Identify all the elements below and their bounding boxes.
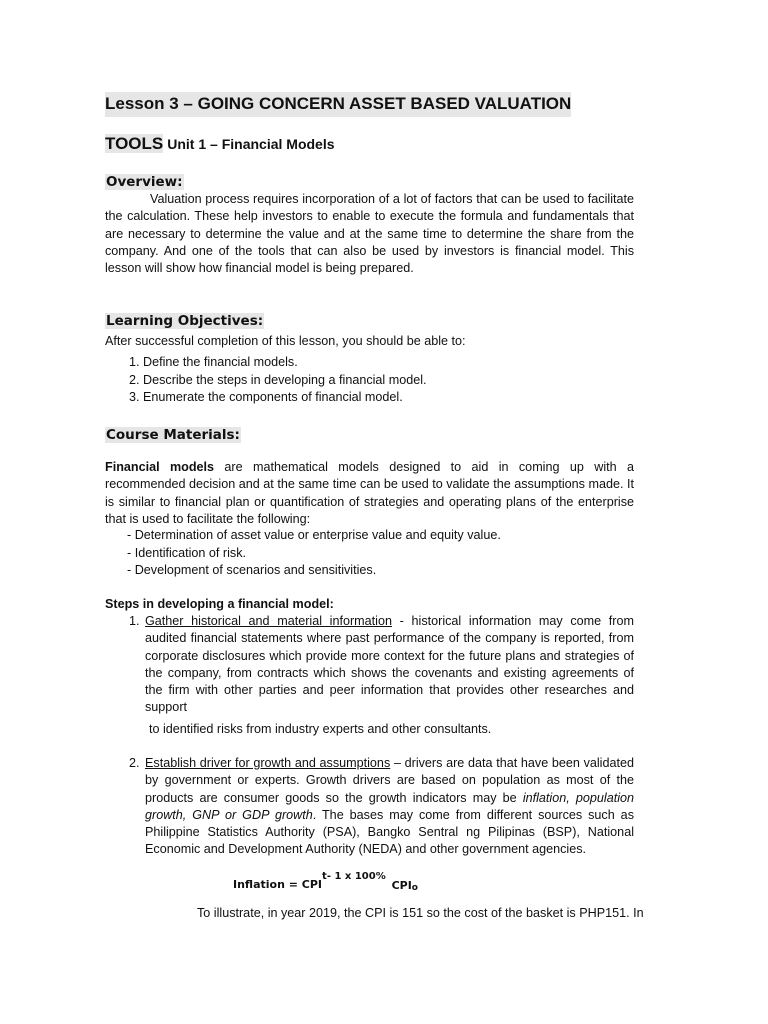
formula-denom: CPI [391, 879, 412, 892]
step2-title: Establish driver for growth and assumptions [145, 756, 391, 770]
step2-text-a: – drivers are data that have been validated by government or experts. Growth drivers are based on population as most of the products are consumer goods so the growth indicators may be [145, 756, 634, 805]
formula-mid: - 1 x 100% [326, 871, 386, 882]
objective-item: 2. Describe the steps in developing a financial model. [129, 373, 427, 387]
overview-heading-wrap [105, 173, 184, 191]
step1-number: 1. [129, 614, 140, 628]
objectives-intro: After successful completion of this lesson, you should be able to: [105, 334, 466, 348]
formula-denom-sub: o [411, 883, 418, 893]
overview-paragraph: Valuation process requires incorporation of a lot of factors that can be used to facilitate the calculation. These help investors to enable to execute the formula and fundamentals that are necessary to determine the value and at the same time to determine the share from the company. And one of the tools that can also be used by investors is financial model. This lesson will show how financial model is being prepared. [105, 192, 634, 276]
step1-extra: to identified risks from industry experts and other consultants. [149, 722, 492, 736]
materials-bullet: - Development of scenarios and sensitivities. [127, 563, 377, 577]
objective-text: Enumerate the components of financial model. [143, 390, 403, 404]
materials-heading-wrap [105, 426, 241, 444]
overview-heading: Overview: [106, 174, 183, 190]
materials-bullet: - Identification of risk. [127, 546, 246, 560]
objectives-heading: Learning Objectives: [106, 313, 264, 329]
formula-sup: t [322, 871, 327, 882]
inflation-formula [233, 871, 418, 893]
steps-heading: Steps in developing a financial model: [105, 597, 334, 611]
objective-item: 1. Define the financial models. [129, 355, 298, 369]
tools-label: TOOLS [105, 134, 164, 153]
objective-text: Define the financial models. [143, 355, 298, 369]
materials-bullet: - Determination of asset value or enterprise value and equity value. [127, 528, 501, 542]
step1-title: Gather historical and material information [145, 614, 392, 628]
unit-label: Unit 1 – Financial Models [167, 136, 335, 152]
illustration-line: To illustrate, in year 2019, the CPI is 151 so the cost of the basket is PHP151. In [197, 906, 644, 920]
step2-text-b: . The bases may come from different sources such as Philippine Statistics Authority (PSA), Bangko Sentral ng Pilipinas (BSP), National Economic and Development Authority (NEDA) and other government agencies. [145, 807, 634, 857]
objectives-heading-wrap [105, 312, 264, 330]
materials-paragraph [105, 459, 634, 528]
step2-number: 2. [129, 756, 140, 770]
formula-lhs: Inflation = CPI [233, 878, 323, 891]
materials-text: are mathematical models designed to aid in coming up with a recommended decision and at the same time can be used to validate the assumptions made. It is similar to financial plan or quantification of strategies and operating plans of the enterprise that is used to facilitate the following: [105, 460, 634, 526]
lesson-title: Lesson 3 – GOING CONCERN ASSET BASED VALUATION [105, 92, 571, 117]
step2-paragraph [145, 755, 634, 859]
objective-item: 3. Enumerate the components of financial model. [129, 390, 403, 404]
financial-models-term: Financial models [105, 460, 215, 474]
objective-text: Describe the steps in developing a financial model. [143, 373, 427, 387]
step1-paragraph [145, 613, 634, 717]
step2-italic: inflation, population growth, GNP or GDP growth [145, 790, 634, 822]
materials-heading: Course Materials: [106, 427, 240, 443]
unit-title [105, 133, 335, 156]
step1-text: - historical information may come from audited financial statements where past performance of the company is reported, from corporate disclosures which provide more context for the future plans and strategies of the company, from contracts which shows the covenants and existing agreements of the firm with other parties and peer information that provides other researches and support [145, 614, 634, 715]
